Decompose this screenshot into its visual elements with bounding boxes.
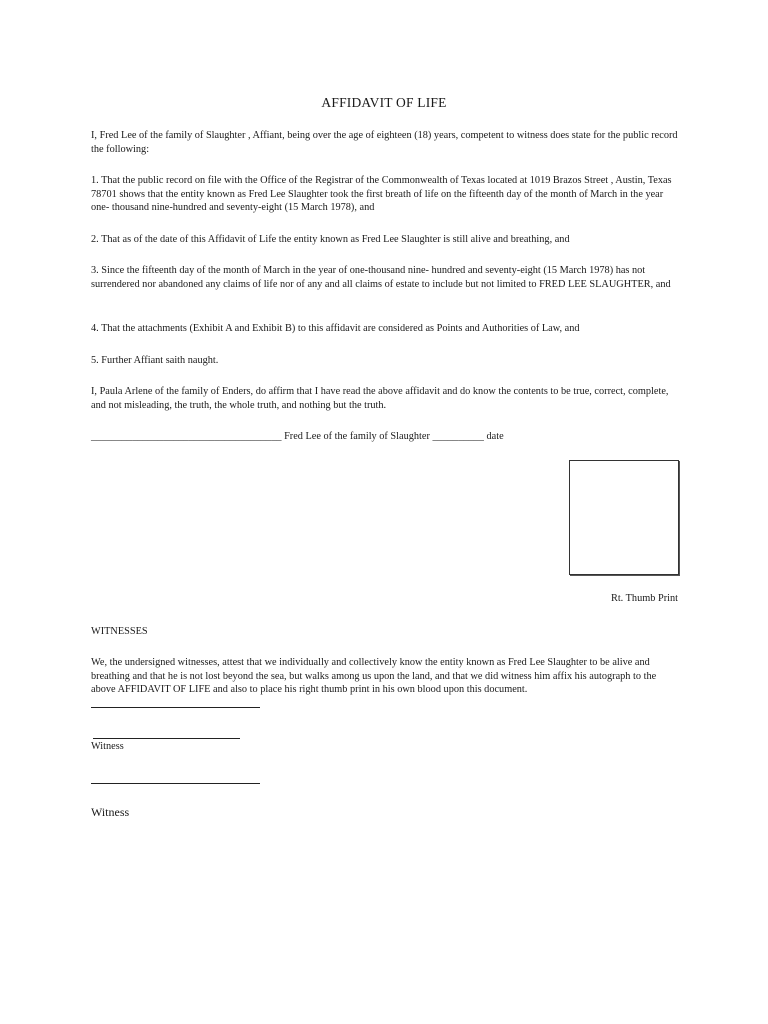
witness-signature-line-3 <box>91 783 260 784</box>
item-3-paragraph: 3. Since the fifteenth day of the month of March in the year of one-thousand nine- hundred and seventy-eight (15 March 1978) has not surrendered nor abandoned any claims of life nor of any and all claims of estate to include but not limited to FRED LEE SLAUGHTER, and <box>91 265 671 290</box>
witness-signature-line-1 <box>91 707 260 708</box>
document-title: AFFIDAVIT OF LIFE <box>321 95 447 110</box>
witness-label-1: Witness <box>91 741 124 752</box>
intro-paragraph: I, Fred Lee of the family of Slaughter , Affiant, being over the age of eighteen (18) years, competent to witness does state for the public record the following: <box>91 130 678 155</box>
witness-label-2: Witness <box>91 805 130 819</box>
item-1-paragraph: 1. That the public record on file with the Office of the Registrar of the Commonwealth of Texas located at 1019 Brazos Street , Austin, Texas 78701 shows that the entity known as Fred Lee Slaughter took the first breath of life on the fifteenth day of the month of March in the year one- thousand nine-hundred and seventy-eight (15 March 1978), and <box>91 175 672 214</box>
item-5-paragraph: 5. Further Affiant saith naught. <box>91 355 219 366</box>
witnesses-statement: We, the undersigned witnesses, attest that we individually and collectively know the entity known as Fred Lee Slaughter to be alive and breathing and that he is not lost beyond the sea, but walks among us upon the land, and that we did witness him affix his autograph to the above AFFIDAVIT OF LIFE and also to place his right thumb print in his own blood upon this document. <box>91 657 657 696</box>
item-4-paragraph: 4. That the attachments (Exhibit A and Exhibit B) to this affidavit are considered as Points and Authorities of Law, and <box>91 323 580 334</box>
thumb-print-label: Rt. Thumb Print <box>610 593 678 604</box>
affiant-signature-line: _____________________________________ Fred Lee of the family of Slaughter __________ date <box>91 431 504 442</box>
item-2-paragraph: 2. That as of the date of this Affidavit of Life the entity known as Fred Lee Slaughter is still alive and breathing, and <box>91 234 570 245</box>
witnesses-heading: WITNESSES <box>91 626 148 637</box>
thumb-print-box <box>569 460 679 575</box>
witness-signature-line-2 <box>93 738 240 739</box>
affirmation-paragraph: I, Paula Arlene of the family of Enders, do affirm that I have read the above affidavit and do know the contents to be true, correct, complete, and not misleading, the truth, the whole truth, and nothing but the truth. <box>91 386 669 411</box>
